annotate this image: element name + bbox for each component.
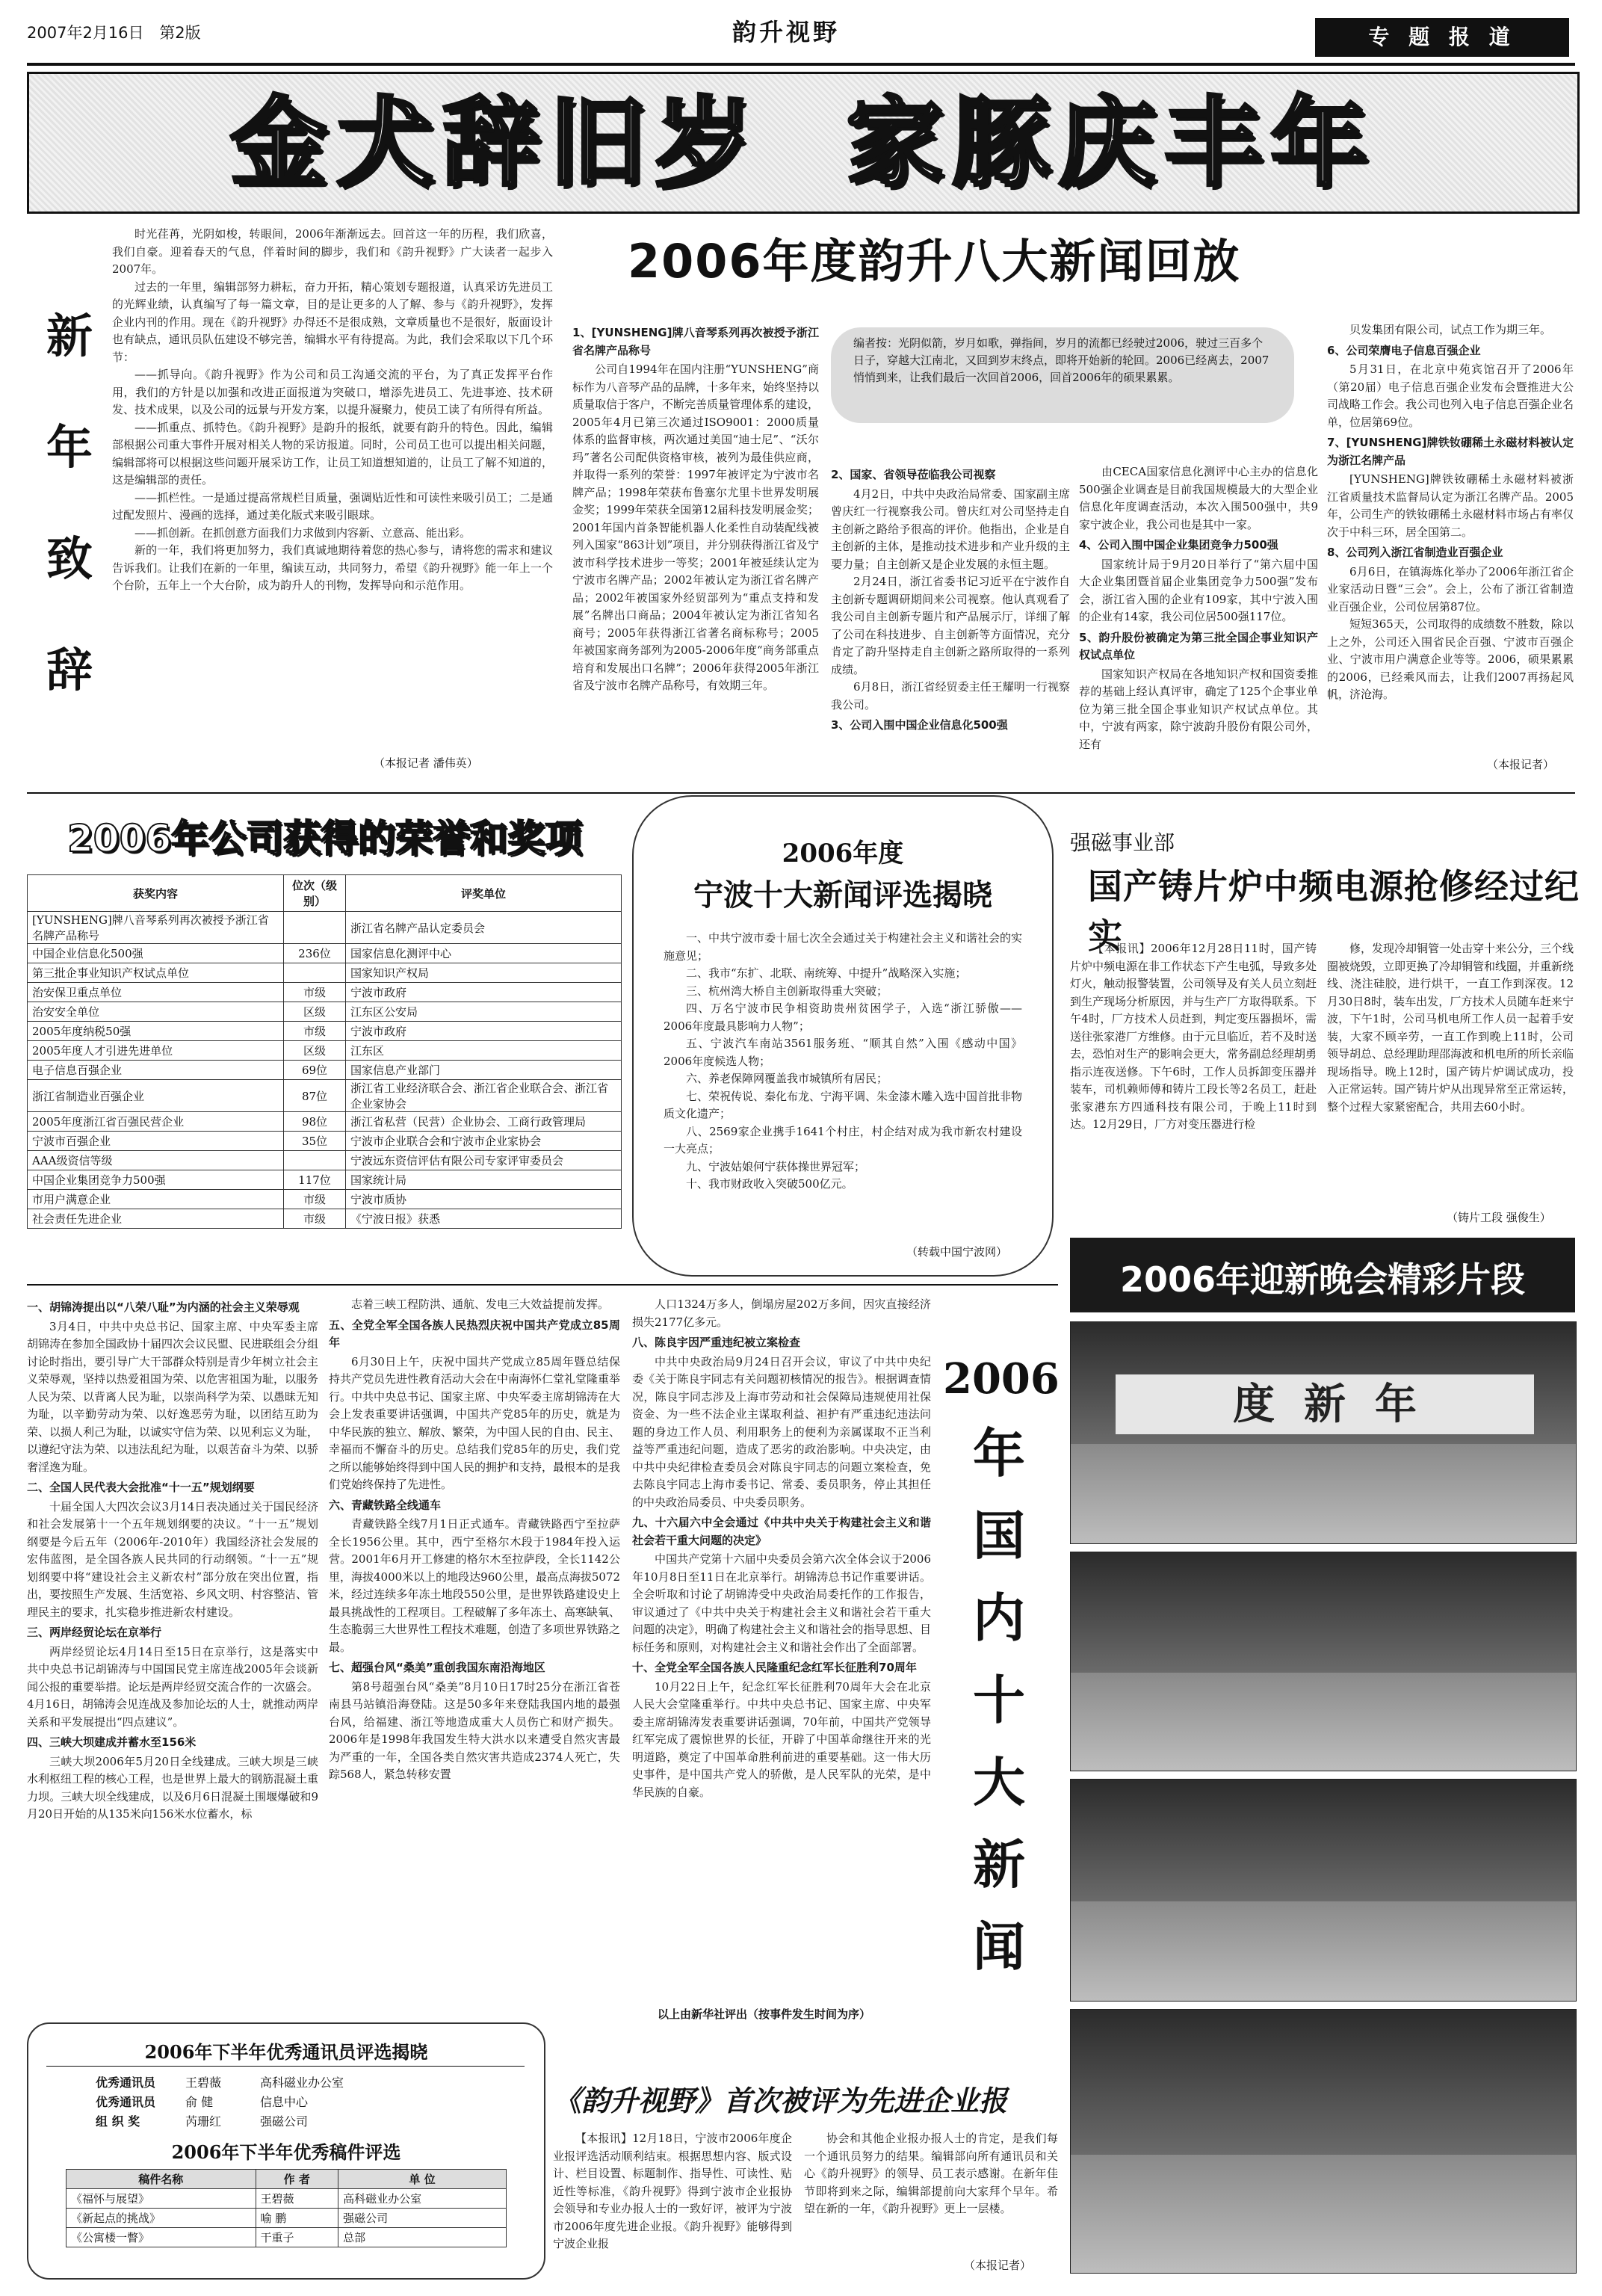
national-footer: 以上由新华社评出（按事件发生时间为序）: [658, 2008, 871, 2021]
honors-cell: 中国企业信息化500强: [28, 944, 284, 963]
honors-cell: 国家统计局: [346, 1170, 622, 1190]
honors-cell: [YUNSHENG]牌八音琴系列再次被授予浙江省名牌产品称号: [28, 912, 284, 944]
news-paragraph: 三峡大坝2006年5月20日全线建成。三峡大坝是三峡水利枢纽工程的核心工程，也是世界上最大的钢筋混凝土重力坝。三峡大坝全线建成，以及6月6日混凝土围堰爆破和9月20日开始的从135米向156米水位蓄水，标: [27, 1754, 318, 1821]
gala-photo-band: [1070, 1321, 1577, 1544]
news-heading: 五、全党全军全国各族人民热烈庆祝中国共产党成立85周年: [329, 1318, 620, 1349]
articles-header-row: [67, 2170, 507, 2189]
honors-row: [28, 944, 622, 963]
news-paragraph: 短短365天，公司取得的成绩数不胜数，除以上之外，公司还入围省民企百强、宁波市百强企业、宁波市用户满意企业等等。2006，硕果累累的2006，已经乘风而去，让我们2007再扬起风帆，济沧海。: [1327, 617, 1574, 701]
honors-row: [28, 1209, 622, 1229]
articles-cell: 《公寓楼一瞥》: [67, 2228, 256, 2247]
top-news-col-1: [572, 321, 819, 785]
news-heading: 十、全党全军全国各族人民隆重纪念红军长征胜利70周年: [632, 1661, 917, 1674]
reporter-list: [96, 2073, 409, 2132]
gala-photo-skit: [1070, 1779, 1577, 2002]
banner: [27, 72, 1580, 214]
news-paragraph: 4月2日，中共中央政治局常委、国家副主席曾庆红一行视察我公司。曾庆红对公司坚持走自主创新之路给予很高的评价。他指出，企业是自主创新的主体，是推动技术进步和产业升级的主要力量；自主创新又是企业发展的永恒主题。: [831, 487, 1070, 571]
honors-cell: 江东区: [346, 1041, 622, 1061]
news-paragraph: 6月30日上午，庆祝中国共产党成立85周年暨总结保持共产党员先进性教育活动大会在中南海怀仁堂礼堂隆重举行。中共中央总书记、国家主席、中央军委主席胡锦涛在大会上发表重要讲话强调，中国共产党85年的历史，就是为中华民族的独立、解放、繁荣，为中国人民的自由、民主、幸福而不懈奋斗的历史。总结我们党85年的历史，我们党之所以能够始终得到中国人民的拥护和支持，最根本的是我们党始终保持了先进性。: [329, 1354, 620, 1491]
honors-row: [28, 1151, 622, 1170]
news-heading: 3、公司入围中国企业信息化500强: [831, 718, 1008, 732]
honors-row: [28, 1170, 622, 1190]
honors-cell: [284, 1151, 346, 1170]
national-title-char: 年: [973, 1422, 1025, 1484]
awards-rule: [46, 2066, 525, 2067]
news-heading: 2、国家、省领导莅临我公司视察: [831, 468, 996, 481]
newyear-char: 年: [46, 420, 93, 475]
newyear-char: 辞: [46, 643, 93, 697]
articles-cell: 干重子: [256, 2228, 338, 2247]
top-news-col-4: [1327, 321, 1574, 762]
articles-table: [66, 2169, 507, 2247]
news-paragraph: 青藏铁路全线7月1日正式通车。青藏铁路西宁至拉萨全长1956公里。其中，西宁至格尔木段于1984年投入运营。2001年6月开工修建的格尔木至拉萨段，全长1142公里，海拔4000米以上的地段达960公里，最高点海拔5072米，经过连续多年冻土地段550公里，是世界铁路建设史上最具挑战性的工程项目。工程破解了多年冻土、高寒缺氧、生态脆弱三大世界性工程技术难题，创造了多项世界铁路之最。: [329, 1517, 620, 1654]
ningbo-item: 三、杭州湾大桥自主创新取得重大突破；: [686, 984, 888, 998]
page-number: 第2版: [159, 24, 201, 42]
news-heading: 6、公司荣膺电子信息百强企业: [1327, 343, 1481, 357]
newyear-body: [112, 226, 553, 749]
honors-row: [28, 1080, 622, 1112]
ningbo-item: 六、养老保障网覆盖我市城镇所有居民；: [686, 1072, 888, 1085]
news-paragraph: 人口1324万多人，倒塌房屋202万多间，因灾直接经济损失2177亿多元。: [632, 1297, 931, 1329]
news-paragraph: 国家统计局于9月20日举行了“第六届中国大企业集团暨首届企业集团竞争力500强”发布会，浙江省入围的企业有109家，其中宁波入围的企业有14家，我公司位居500强117位。: [1079, 557, 1318, 623]
news-heading: 4、公司入围中国企业集团竞争力500强: [1079, 538, 1278, 552]
news-paragraph: 中共中央政治局9月24日召开会议，审议了中共中央纪委《关于陈良宇同志有关问题初核情况的报告》。根据调查情况，陈良宇同志涉及上海市劳动和社会保障局违规使用社保资金、为一些不法企业主谋取利益、袒护有严重违纪违法问题的身边工作人员、利用职务上的便利为亲属谋取不正当利益等严重违纪问题，造成了恶劣的政治影响。中央决定，由中共中央纪律检查委员会对陈良宇同志的问题立案检查，免去陈良宇同志上海市委书记、常委、委员职务，停止其担任的中央政治局委员、中央委员职务。: [632, 1354, 931, 1509]
articles-cell: 喻 鹏: [256, 2209, 338, 2228]
honors-row: [28, 912, 622, 944]
news-heading: 八、陈良宇因严重违纪被立案检查: [632, 1336, 801, 1349]
honors-cell: 国家信息产业部门: [346, 1061, 622, 1080]
newyear-paragraph: ——抓栏性。一是通过提高常规栏目质量，强调贴近性和可读性来吸引员工；二是通过配发照片、漫画的选择，通过美化版式来吸引眼球。: [112, 490, 553, 522]
honors-cell: 江东区公安局: [346, 1002, 622, 1022]
section-rule: [27, 792, 1575, 794]
ningbo-item: 八、2569家企业携手1641个村庄，村企结对成为我市新农村建设一大亮点；: [664, 1124, 1022, 1155]
news-paragraph: 5月31日，在北京中苑宾馆召开了2006年（第20届）电子信息百强企业发布会暨推进大公司战略工作会。我公司也列入电子信息百强企业名单，位居第69位。: [1327, 362, 1574, 429]
honors-cell: 电子信息百强企业: [28, 1061, 284, 1080]
newyear-paragraph: ——抓导向。《韵升视野》作为公司和员工沟通交流的平台，为了真正发挥平台作用，我们的方针是以加强和改进正面报道为突破口，增添先进员工、先进事迹、技术研发、技术成果，以及公司的远景与开发方案，以提升凝聚力，使员工读了有所得有所益。: [112, 368, 553, 416]
magnet-text: 【本报讯】2006年12月28日11时，国产铸片炉中频电源在非工作状态下产生电弧，导致多处灯火，触动报警装置，公司领导及有关人员立刻赶到生产现场分析原因，并与生产厂方取得联系。下午4时，厂方技术人员赶到，判定变压器损坏，需送往张家港厂方维修。由于元旦临近，若不及时送去，恐怕对生产的影响会更大，常务副总经理胡勇指示连夜送修。下午6时，工作人员拆卸变压器并装车，司机赖师傅和铸片工段长等2名员工，赶赴张家港东方四通科技有限公司，于晚上11时到达。12月29日，厂方对变压器进行检: [1070, 942, 1317, 1131]
news-heading: 三、两岸经贸论坛在京举行: [27, 1626, 162, 1639]
honors-cell: 117位: [284, 1170, 346, 1190]
honors-cell: 治安保卫重点单位: [28, 983, 284, 1002]
national-title-char: 国: [973, 1505, 1025, 1567]
top-news-col-3: [1079, 463, 1318, 785]
awards-title: 2006年下半年优秀通讯员评选揭晓: [144, 2041, 428, 2063]
ningbo-item: 二、我市“东扩、北联、南统筹、中提升”战略深入实施；: [686, 966, 967, 980]
honors-col-header: 评奖单位: [346, 875, 622, 912]
honors-cell: 69位: [284, 1061, 346, 1080]
ningbo-source: （转载中国宁波网）: [906, 1245, 1007, 1259]
news-heading: 7、[YUNSHENG]牌铁钕硼稀土永磁材料被认定为浙江名牌产品: [1327, 436, 1574, 467]
national-vertical-title: [943, 1345, 1060, 1988]
articles-row: [67, 2209, 507, 2228]
honors-cell: 市级: [284, 983, 346, 1002]
honors-cell: 宁波市政府: [346, 983, 622, 1002]
honors-cell: 浙江省制造业百强企业: [28, 1080, 284, 1112]
news-heading: 六、青藏铁路全线通车: [329, 1498, 442, 1512]
articles-cell: 《新起点的挑战》: [67, 2209, 256, 2228]
top-news-title: 2006年度韵升八大新闻回放: [628, 234, 1241, 288]
news-paragraph: 国家知识产权局在各地知识产权和国资委推荐的基础上经认真评审，确定了125个企事业单位为第三批全国企事业知识产权试点单位。其中，宁波有两家，除宁波韵升股份有限公司外，还有: [1079, 667, 1318, 751]
honors-row: [28, 1112, 622, 1132]
honors-header-row: [28, 875, 622, 912]
ningbo-list: [664, 930, 1022, 1236]
ningbo-box: [632, 795, 1054, 1277]
honors-cell: 治安安全单位: [28, 1002, 284, 1022]
honors-cell: 87位: [284, 1080, 346, 1112]
national-col-3: [632, 1296, 931, 1999]
honors-row: [28, 1132, 622, 1151]
honors-row: [28, 963, 622, 983]
honors-cell: 市用户满意企业: [28, 1190, 284, 1209]
award-type: 优秀通讯员: [96, 2076, 156, 2090]
honors-cell: 2005年度纳税50强: [28, 1022, 284, 1041]
articles-col-header: 作 者: [256, 2170, 338, 2189]
honors-row: [28, 983, 622, 1002]
articles-cell: 王碧薇: [256, 2189, 338, 2209]
honors-cell: [284, 963, 346, 983]
gala-title: 2006年迎新晚会精彩片段: [1119, 1259, 1526, 1300]
news-paragraph: 两岸经贸论坛4月14日至15日在京举行，这是落实中共中央总书记胡锦涛与中国国民党主席连战2005年会谈新闻公报的重要举措。论坛是两岸经贸交流合作的一次盛会。4月16日，胡锦涛会见连战及参加论坛的人士，就推动两岸关系和平发展提出“四点建议”。: [27, 1644, 318, 1729]
honors-row: [28, 1190, 622, 1209]
honors-cell: 市级: [284, 1190, 346, 1209]
honors-cell: 中国企业集团竞争力500强: [28, 1170, 284, 1190]
issue-date: 2007年2月16日: [27, 24, 144, 42]
ningbo-item: 一、中共宁波市委十届七次全会通过关于构建社会主义和谐社会的实施意见；: [664, 931, 1022, 963]
news-heading: 一、胡锦涛提出以“八荣八耻”为内涵的社会主义荣辱观: [27, 1300, 300, 1314]
ningbo-item: 十、我市财政收入突破500亿元。: [686, 1177, 853, 1191]
awards-box: [27, 2022, 545, 2280]
news-paragraph: [YUNSHENG]牌铁钕硼稀土永磁材料被浙江省质量技术监督局认定为浙江名牌产品。2005年，公司生产的铁钕硼稀土永磁材料市场占有率仅次于中科三环，居全国第二。: [1327, 472, 1574, 539]
header-date: [27, 21, 201, 43]
reporter-unit: 高科磁业办公室: [260, 2076, 344, 2090]
reporter-unit: 信息中心: [260, 2095, 309, 2109]
reporter-row: [96, 2093, 409, 2112]
news-paragraph: 2月24日，浙江省委书记习近平在宁波作自主创新专题调研期间来公司视察。他认真观看了我公司自主创新专题片和产品展示厅，详细了解了公司在科技进步、自主创新等方面情况，充分肯定了韵升坚持走自主创新之路所取得的一系列成绩。: [831, 575, 1070, 676]
honors-cell: 《宁波日报》获悉: [346, 1209, 622, 1229]
honors-cell: 浙江省名牌产品认定委员会: [346, 912, 622, 944]
magnet-byline: （铸片工段 强俊生）: [1447, 1211, 1551, 1224]
honors-cell: 宁波市政府: [346, 1022, 622, 1041]
newyear-byline: （本报记者 潘伟英）: [374, 756, 478, 770]
news-paragraph: 中国共产党第十六届中央委员会第六次全体会议于2006年10月8日至11日在北京举行。胡锦涛总书记作重要讲话。全会听取和讨论了胡锦涛受中央政治局委托作的工作报告，审议通过了《中共中央关于构建社会主义和谐社会若干重大问题的决定》，明确了构建社会主义和谐社会的指导思想、目标任务和原则，对构建社会主义和谐社会作出了全面部署。: [632, 1552, 931, 1654]
articles-row: [67, 2228, 507, 2247]
news-paragraph: 10月22日上午，纪念红军长征胜利70周年大会在北京人民大会堂隆重举行。中共中央总书记、国家主席、中央军委主席胡锦涛发表重要讲话强调，70年前，中国共产党领导红军完成了震惊世界的长征，开辟了中国革命继往开来的光明道路，奠定了中国革命胜利前进的重要基础。这一伟大历史事件，是中国共产党人的骄傲，是人民军队的光荣，是中华民族的自豪。: [632, 1679, 931, 1799]
honors-cell: 市级: [284, 1209, 346, 1229]
stage-banner: 度 新 年: [1116, 1374, 1534, 1434]
national-title-char: 闻: [973, 1916, 1025, 1978]
national-col-1: [27, 1296, 318, 1999]
national-col-2: [329, 1296, 620, 1999]
news-heading: 九、十六届六中全会通过《中共中央关于构建社会主义和谐社会若干重大问题的决定》: [632, 1516, 931, 1547]
articles-cell: 总部: [338, 2228, 507, 2247]
masthead: 韵升视野: [732, 18, 841, 46]
ningbo-title: 宁波十大新闻评选揭晓: [693, 877, 992, 913]
honors-table: [27, 874, 622, 1229]
honors-cell: AAA级资信等级: [28, 1151, 284, 1170]
reporter-unit: 强磁公司: [260, 2114, 309, 2129]
magnet-text: 修，发现冷却铜管一处击穿十来公分，三个线圈被烧毁，立即更换了冷却铜管和线圈，并重新绕线、浇注硅胶，进行烘干，一直工作到深夜。12月30日8时，装车出发，厂方技术人员随车赶来宁波，下午1时，公司马机电所工作人员一起着手安装，大家不顾辛劳，一直工作到晚上11时，公司领导胡总、总经理助理邵海波和机电所的所长亲临现场指导。晚上12时，国产铸片炉调试成功，投入正常运转。国产铸片炉从出现异常至正常运转，整个过程大家紧密配合，共用去60小时。: [1327, 942, 1574, 1114]
magnet-col-1: [1070, 940, 1317, 1224]
news-heading: 四、三峡大坝建成并蓄水至156米: [27, 1735, 197, 1749]
reporter-row: [96, 2073, 409, 2093]
honors-cell: 宁波市百强企业: [28, 1132, 284, 1151]
honors-cell: 宁波远东资信评估有限公司专家评审委员会: [346, 1151, 622, 1170]
ningbo-item: 五、宁波汽车南站3561服务班、“顺其自然”入围《感动中国》2006年度候选人物；: [664, 1037, 1022, 1068]
newyear-char: 致: [46, 531, 93, 586]
news-heading: 二、全国人民代表大会批准“十一五”规划纲要: [27, 1481, 255, 1494]
honors-cell: 宁波市企业联合会和宁波市企业家协会: [346, 1132, 622, 1151]
newyear-paragraph: 时光荏苒，光阴如梭，转眼间，2006年渐渐远去。回首这一年的历程，我们欣喜，我们自豪。迎着春天的气息，伴着时间的脚步，我们和《韵升视野》广大读者一起步入2007年。: [112, 227, 553, 276]
articles-cell: 强磁公司: [338, 2209, 507, 2228]
articles-row: [67, 2189, 507, 2209]
national-title-char: 大: [973, 1751, 1025, 1813]
news-paragraph: 公司自1994年在国内注册“YUNSHENG”商标作为八音琴产品的品牌，十多年来，始终坚持以质量取信于客户，不断完善质量管理体系的建设，2005年4月已第三次通过ISO9001：2000质量体系的监督审核，两次通过美国“迪士尼”、“沃尔玛”著名公司配供资格审核，被列为最佳供应商，并取得一系列的荣誉：1997年被评定为宁波市名牌产品；1998年荣获布鲁塞尔尤里卡世界发明展金奖；1999年荣获全国第12届科技发明展金奖；2001年国内首条智能机器人化柔性自动装配线被列入国家“863计划”项目，并分别获得浙江省及宁波市科学技术进步一等奖；2001年被延续认定为宁波市名牌产品；2002年被认定为浙江省名牌产品；2002年被国家外经贸部列为“重点支持和发展”名牌出口商品；2004年被认定为浙江省知名商号；2005年获得浙江省著名商标称号；2005年被国家商务部列为2005-2006年度“商务部重点培育和发展出口名牌”；2006年获得2005年浙江省及宁波市名牌产品称号，有效期三年。: [572, 362, 819, 692]
magnet-dept: 强磁事业部: [1070, 830, 1175, 855]
editor-note: [831, 327, 1294, 423]
honors-cell: 市级: [284, 1022, 346, 1041]
honors-cell: 区级: [284, 1002, 346, 1022]
ningbo-item: 七、荣祝传说、秦化布龙、宁海平调、朱金漆木雕入选中国首批非物质文化遗产；: [664, 1089, 1022, 1120]
advanced-text: 协会和其他企业报办报人士的肯定，是我们每一个通讯员努力的结果。编辑部向所有通讯员和关心《韵升视野》的领导、员工表示感谢。在新年佳节即将到来之际，编辑部提前向大家拜个早年。希望在新的一年，《韵升视野》更上一层楼。: [804, 2132, 1058, 2215]
magnet-col-2: [1327, 940, 1574, 1224]
honors-cell: 2005年度浙江省百强民营企业: [28, 1112, 284, 1132]
advanced-col-1: [553, 2130, 792, 2272]
section-label: 专 题 报 道: [1368, 25, 1516, 49]
header-rule: [27, 63, 1575, 66]
news-paragraph: 志着三峡工程防洪、通航、发电三大效益提前发挥。: [351, 1297, 610, 1311]
honors-cell: 国家信息化测评中心: [346, 944, 622, 963]
gala-photo-finale: [1070, 2009, 1577, 2274]
honors-cell: 宁波市质协: [346, 1190, 622, 1209]
top-news-byline: （本报记者）: [1487, 758, 1555, 771]
newyear-paragraph: ——抓重点、抓特色。《韵升视野》是韵升的报纸，就要有韵升的特色。因此，编辑部根据公司重大事件开展对相关人物的采访报道。同时，公司员工也可以提出相关问题，编辑部将可以根据这些问题开展采访工作，让员工知道想知道的，让员工了解不知道的，这是编辑部的责任。: [112, 420, 553, 487]
advanced-title: 《韵升视野》首次被评为先进企业报: [553, 2084, 1008, 2117]
honors-col-header: 位次（级别）: [284, 875, 346, 912]
news-heading: 8、公司列入浙江省制造业百强企业: [1327, 546, 1503, 559]
newyear-char: 新: [46, 309, 93, 363]
honors-row: [28, 1061, 622, 1080]
articles-col-header: 单 位: [338, 2170, 507, 2189]
honors-row: [28, 1022, 622, 1041]
ningbo-item: 九、宁波姑娘何宁获体操世界冠军；: [686, 1159, 866, 1173]
newyear-paragraph: 新的一年，我们将更加努力，我们真诚地期待着您的热心参与，请将您的需求和建议告诉我们。让我们在新的一年里，编读互动，共同努力，希望《韵升视野》能一年上一个个台阶，五年上一个大台阶，成为韵升人的刊物，发挥导向和示范作用。: [112, 543, 553, 592]
news-heading: 1、[YUNSHENG]牌八音琴系列再次被授予浙江省名牌产品称号: [572, 326, 819, 357]
honors-cell: 35位: [284, 1132, 346, 1151]
articles-cell: 《福怀与展望》: [67, 2189, 256, 2209]
award-type: 组 织 奖: [96, 2114, 140, 2129]
honors-cell: 浙江省私营（民营）企业协会、工商行政管理局: [346, 1112, 622, 1132]
honors-row: [28, 1002, 622, 1022]
editor-note-text: 编者按：光阴似箭，岁月如歌，弹指间，岁月的流都已经驶过2006，驶过三百多个日子，穿越大江南北，又回到岁末终点，即将开始新的轮回。2006已经离去，2007悄悄到来，让我们最后一次回首2006，回首2006年的硕果累累。: [853, 336, 1269, 384]
gala-photo-dance: [1070, 1552, 1577, 1771]
news-paragraph: 3月4日，中共中央总书记、国家主席、中央军委主席胡锦涛在参加全国政协十届四次会议民盟、民进联组会分组讨论时指出，要引导广大干部群众特别是青少年树立社会主义荣辱观，坚持以热爱祖国为荣、以危害祖国为耻，以服务人民为荣、以背离人民为耻，以崇尚科学为荣、以愚昧无知为耻，以辛勤劳动为荣、以好逸恶劳为耻，以团结互助为荣、以损人利己为耻，以诚实守信为荣、以见利忘义为耻，以遵纪守法为荣、以违法乱纪为耻，以艰苦奋斗为荣、以骄奢淫逸为耻。: [27, 1319, 318, 1474]
reporter-name: 俞 健: [185, 2095, 214, 2109]
reporter-row: [96, 2112, 409, 2132]
award-type: 优秀通讯员: [96, 2095, 156, 2109]
news-paragraph: 十届全国人大四次会议3月14日表决通过关于国民经济和社会发展第十一个五年规划纲要的决议。“十一五”规划纲要是今后五年（2006年-2010年）我国经济社会发展的宏伟蓝图，是全国各族人民共同的行动纲领。“十一五”规划纲要中将“建设社会主义新农村”部分放在突出位置，指出，要按照生产发展、生活宽裕、乡风文明、村容整洁、管理民主的要求，扎实稳步推进新农村建设。: [27, 1499, 318, 1619]
banner-title: 金犬辞旧岁 家豚庆丰年: [229, 86, 1377, 200]
articles-col-header: 稿件名称: [67, 2170, 256, 2189]
news-paragraph: 由CECA国家信息化测评中心主办的信息化500强企业调查是目前我国规模最大的大型企业信息化年度调查活动，本次入围500强中，共9家宁波企业，我公司也是其中一家。: [1079, 465, 1318, 531]
honors-title: 2006年公司获得的荣誉和奖项: [67, 817, 583, 860]
honors-row: [28, 1041, 622, 1061]
honors-cell: 国家知识产权局: [346, 963, 622, 983]
honors-cell: [284, 912, 346, 944]
national-rule: [27, 1284, 1058, 1286]
news-paragraph: 6月6日，在镇海炼化举办了2006年浙江省企业家活动日暨“三会”。会上，公布了浙江省制造业百强企业，公司位居第87位。: [1327, 564, 1574, 614]
awards-title-2: 2006年下半年优秀稿件评选: [171, 2141, 401, 2163]
honors-cell: 浙江省工业经济联合会、浙江省企业联合会、浙江省企业家协会: [346, 1080, 622, 1112]
articles-cell: 高科磁业办公室: [338, 2189, 507, 2209]
newyear-paragraph: ——抓创新。在抓创意方面我们力求做到内容新、立意高、能出彩。: [134, 525, 471, 540]
national-title-char: 2006: [943, 1354, 1060, 1404]
news-paragraph: 第8号超强台风“桑美”8月10日17时25分在浙江省苍南县马站镇沿海登陆。这是50多年来登陆我国内地的最强台风，给福建、浙江等地造成重大人员伤亡和财产损失。2006年是1998年我国发生特大洪水以来遭受自然灾害最为严重的一年，全国各类自然灾害共造成2374人死亡，失踪568人，紧急转移安置: [329, 1679, 620, 1781]
national-title-char: 十: [973, 1669, 1025, 1731]
honors-cell: 区级: [284, 1041, 346, 1061]
advanced-col-2: [804, 2130, 1058, 2257]
news-heading: 5、韵升股份被确定为第三批全国企事业知识产权试点单位: [1079, 630, 1318, 661]
honors-cell: 社会责任先进企业: [28, 1209, 284, 1229]
honors-col-header: 获奖内容: [28, 875, 284, 912]
reporter-name: 王碧薇: [185, 2076, 222, 2090]
newyear-vertical-title: [36, 299, 103, 700]
national-title-char: 新: [973, 1833, 1025, 1895]
ningbo-title-year: 2006年度: [782, 839, 904, 868]
gala-title-box: [1070, 1238, 1575, 1312]
ningbo-item: 四、万名宁波市民争相资助贵州贫困学子，入选“浙江骄傲——2006年度最具影响力人物”；: [664, 1002, 1022, 1033]
news-paragraph: 6月8日，浙江省经贸委主任王耀明一行视察我公司。: [831, 680, 1070, 712]
top-news-col-2: [831, 463, 1070, 785]
news-heading: 七、超强台风“桑美”重创我国东南沿海地区: [329, 1661, 545, 1674]
honors-cell: 第三批企事业知识产权试点单位: [28, 963, 284, 983]
advanced-byline: （本报记者）: [964, 2259, 1032, 2272]
magnet-title: 国产铸片炉中频电源抢修经过纪实: [1088, 866, 1580, 956]
section-tag: [1315, 18, 1569, 57]
advanced-text: 【本报讯】12月18日，宁波市2006年度企业报评选活动顺利结束。根据思想内容、版式设计、栏目设置、标题制作、指导性、可读性、贴近性等标准，《韵升视野》得到宁波市企业报协会领导和专业办报人士的一致好评，被评为宁波市2006年度先进企业报。《韵升视野》能够得到宁波企业报: [553, 2132, 792, 2250]
newyear-paragraph: 过去的一年里，编辑部努力耕耘，奋力开拓，精心策划专题报道，认真采访先进员工的光辉业绩，认真编写了每一篇文章，目的是让更多的人了解、参与《韵升视野》，发挥企业内刊的作用。现在《韵升视野》办得还不是很成熟，文章质量也不是很好，版面设计也有缺点，通讯员队伍建设不够完善，编辑水平有待提高。为此，我们会采取以下几个环节：: [112, 280, 553, 364]
news-paragraph: 贝发集团有限公司，试点工作为期三年。: [1349, 323, 1552, 336]
honors-cell: 236位: [284, 944, 346, 963]
honors-cell: 98位: [284, 1112, 346, 1132]
honors-cell: 2005年度人才引进先进单位: [28, 1041, 284, 1061]
national-title-char: 内: [973, 1587, 1025, 1649]
reporter-name: 芮珊红: [185, 2114, 222, 2129]
